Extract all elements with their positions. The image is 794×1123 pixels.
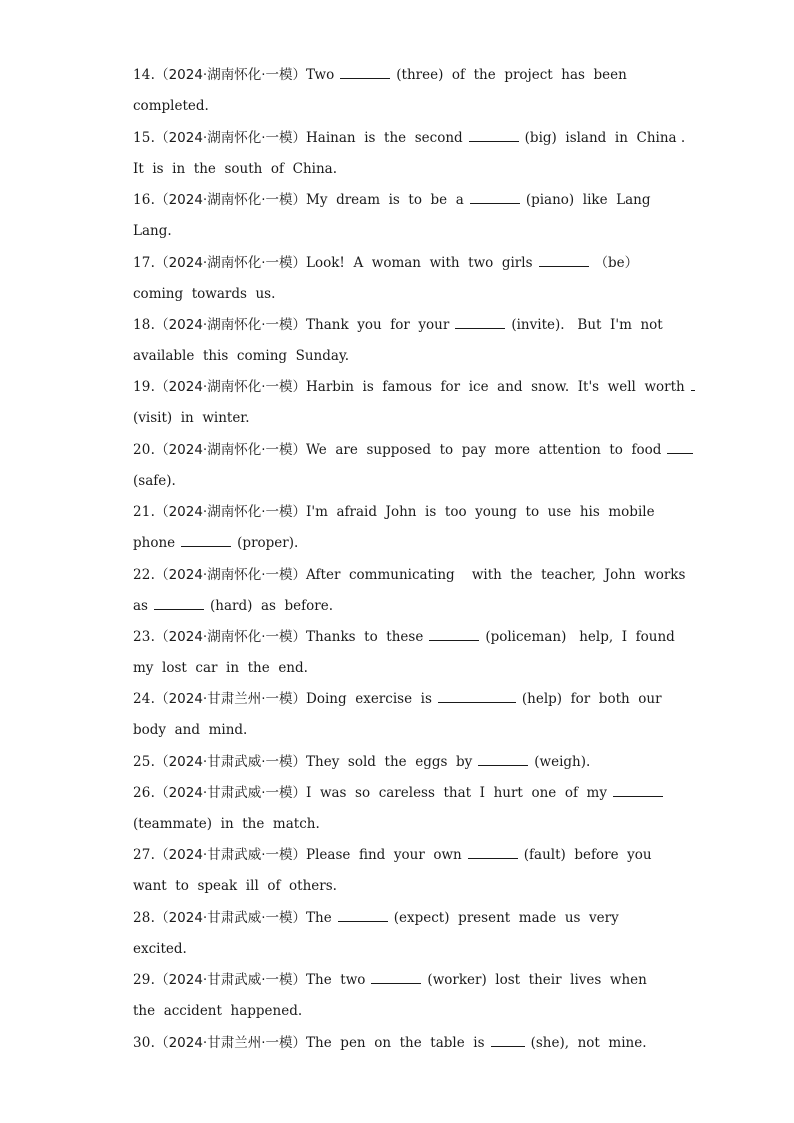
answer-blank[interactable]: [340, 64, 390, 79]
question-15: [133, 123, 686, 185]
question-number: 27.: [133, 847, 156, 863]
answer-blank[interactable]: [468, 844, 518, 859]
answer-blank[interactable]: [455, 314, 505, 329]
question-text: (three) of the project has been: [396, 67, 627, 83]
answer-blank[interactable]: [438, 688, 516, 703]
question-number: 26.: [133, 785, 156, 801]
question-continuation: (safe).: [133, 473, 176, 489]
question-text: After communicating with the teacher, John works: [306, 567, 686, 583]
question-text: I'm afraid John is too young to use his mobile: [306, 504, 655, 520]
question-text: We are supposed to pay more attention to food: [306, 442, 662, 458]
question-text: Thanks to these: [306, 629, 424, 645]
question-continuation: as: [133, 598, 148, 614]
question-21: [133, 497, 668, 559]
question-source: （2024·甘肃武威·一模）: [155, 910, 307, 926]
question-text: The two: [306, 972, 366, 988]
answer-blank[interactable]: [429, 626, 479, 641]
answer-blank[interactable]: [491, 1032, 525, 1047]
question-source: （2024·湖南怀化·一模）: [155, 504, 307, 520]
question-number: 15.: [133, 130, 156, 146]
question-continuation: (teammate) in the match.: [133, 816, 320, 832]
question-number: 23.: [133, 629, 156, 645]
question-source: （2024·湖南怀化·一模）: [155, 130, 307, 146]
question-text: (proper).: [237, 535, 299, 551]
question-source: （2024·甘肃武威·一模）: [155, 754, 307, 770]
question-text: My dream is to be a: [306, 192, 464, 208]
question-27: [133, 840, 668, 902]
question-text: (expect) present made us very: [393, 910, 619, 926]
question-24: [133, 684, 668, 746]
question-23: [133, 622, 675, 684]
question-source: （2024·甘肃武威·一模）: [155, 972, 307, 988]
question-number: 22.: [133, 567, 156, 583]
question-text: The: [306, 910, 332, 926]
question-18: [133, 310, 668, 372]
question-text: Harbin is famous for ice and snow. It's well worth: [306, 379, 685, 395]
question-text: The pen on the table is: [306, 1035, 485, 1051]
question-25: [133, 747, 668, 778]
question-19: [133, 372, 685, 434]
question-source: （2024·甘肃兰州·一模）: [155, 1035, 307, 1051]
question-source: （2024·湖南怀化·一模）: [155, 567, 307, 583]
question-continuation: want to speak ill of others.: [133, 878, 337, 894]
question-continuation: (visit) in winter.: [133, 410, 250, 426]
question-16: [133, 185, 668, 247]
answer-blank[interactable]: [613, 782, 663, 797]
question-text: (invite). But I'm not: [511, 317, 663, 333]
question-number: 24.: [133, 691, 156, 707]
question-text: I was so careless that I hurt one of my: [306, 785, 607, 801]
answer-blank[interactable]: [478, 751, 528, 766]
question-continuation: the accident happened.: [133, 1003, 303, 1019]
question-number: 28.: [133, 910, 156, 926]
question-source: （2024·甘肃武威·一模）: [155, 847, 307, 863]
question-continuation: Lang.: [133, 223, 172, 239]
answer-blank[interactable]: [539, 252, 589, 267]
question-text: (policeman) help, I found: [485, 629, 675, 645]
question-continuation: available this coming Sunday.: [133, 348, 350, 364]
answer-blank[interactable]: [470, 189, 520, 204]
question-number: 21.: [133, 504, 156, 520]
answer-blank[interactable]: [371, 969, 421, 984]
question-number: 16.: [133, 192, 156, 208]
answer-blank[interactable]: [469, 127, 519, 142]
question-14: [133, 60, 668, 122]
question-source: （2024·湖南怀化·一模）: [155, 629, 307, 645]
question-source: （2024·湖南怀化·一模）: [155, 442, 307, 458]
question-continuation: body and mind.: [133, 722, 248, 738]
question-continuation: coming towards us.: [133, 286, 276, 302]
question-text: They sold the eggs by: [306, 754, 473, 770]
question-number: 14.: [133, 67, 156, 83]
question-source: （2024·湖南怀化·一模）: [155, 317, 307, 333]
question-number: 29.: [133, 972, 156, 988]
question-text: Thank you for your: [306, 317, 450, 333]
question-text: Two: [306, 67, 335, 83]
question-continuation: my lost car in the end.: [133, 660, 308, 676]
question-30: [133, 1028, 668, 1059]
question-source: （2024·湖南怀化·一模）: [155, 67, 307, 83]
question-20: [133, 435, 668, 497]
question-source: （2024·甘肃兰州·一模）: [155, 691, 307, 707]
question-source: （2024·湖南怀化·一模）: [155, 192, 307, 208]
question-number: 25.: [133, 754, 156, 770]
question-number: 19.: [133, 379, 156, 395]
question-text: (fault) before you: [523, 847, 652, 863]
answer-blank[interactable]: [667, 439, 693, 454]
question-line: [133, 60, 668, 91]
question-continuation: excited.: [133, 941, 187, 957]
question-text: Please find your own: [306, 847, 462, 863]
question-number: 17.: [133, 255, 156, 271]
question-source: （2024·湖南怀化·一模）: [155, 255, 307, 271]
question-text: Doing exercise is: [306, 691, 432, 707]
question-continuation: phone: [133, 535, 176, 551]
question-text: (hard) as before.: [209, 598, 333, 614]
question-text: Hainan is the second: [306, 130, 463, 146]
question-number: 18.: [133, 317, 156, 333]
question-29: [133, 965, 668, 1027]
question-text: (weigh).: [534, 754, 591, 770]
question-26: [133, 778, 668, 840]
question-17: [133, 248, 668, 310]
answer-blank[interactable]: [338, 907, 388, 922]
answer-blank[interactable]: [691, 376, 695, 391]
question-number: 20.: [133, 442, 156, 458]
question-text: (she), not mine.: [530, 1035, 647, 1051]
question-source: （2024·湖南怀化·一模）: [155, 379, 307, 395]
question-text: （be）: [594, 255, 639, 271]
question-28: [133, 903, 668, 965]
question-continuation: It is in the south of China.: [133, 161, 337, 177]
question-22: [133, 560, 686, 622]
question-text: (help) for both our: [521, 691, 662, 707]
question-number: 30.: [133, 1035, 156, 1051]
answer-blank[interactable]: [181, 532, 231, 547]
question-text: (worker) lost their lives when: [427, 972, 647, 988]
question-source: （2024·甘肃武威·一模）: [155, 785, 307, 801]
question-continuation: completed.: [133, 98, 209, 114]
question-text: Look! A woman with two girls: [306, 255, 533, 271]
question-text: (piano) like Lang: [525, 192, 651, 208]
question-text: (big) island in China .: [524, 130, 686, 146]
answer-blank[interactable]: [154, 595, 204, 610]
